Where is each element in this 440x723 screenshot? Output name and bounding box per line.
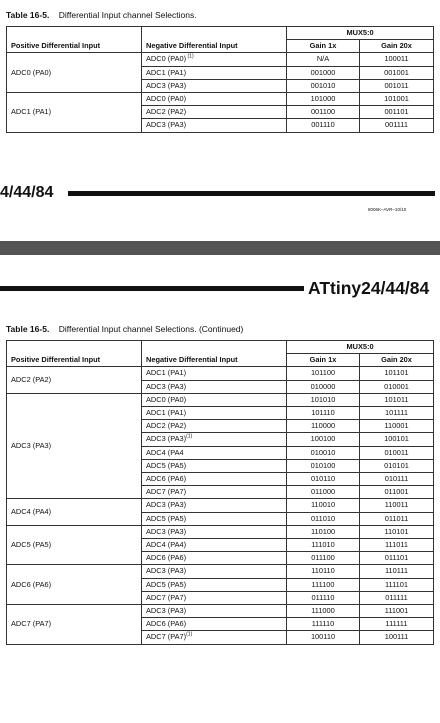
gain20x-cell: 001001 <box>360 66 434 79</box>
negative-input-cell <box>142 420 287 433</box>
table2-caption-label: Table 16-5. <box>6 324 50 334</box>
gain20x-cell: 101111 <box>360 407 434 420</box>
negative-input-cell <box>142 512 287 525</box>
negative-input-cell <box>142 552 287 565</box>
col-header-negative: Negative Differential Input <box>142 341 287 367</box>
gain20x-cell: 011101 <box>360 552 434 565</box>
col-header-negative: Negative Differential Input <box>142 27 287 53</box>
positive-input-cell: ADC3 (PA3) <box>7 393 142 499</box>
negative-input-text: ADC5 (PA5) <box>146 460 187 470</box>
gain1x-cell: 010100 <box>287 459 360 472</box>
gain1x-cell: 010110 <box>287 473 360 486</box>
negative-input-cell <box>142 393 287 406</box>
gain20x-cell: 010011 <box>360 446 434 459</box>
gain1x-cell: 010000 <box>287 380 360 393</box>
page-separator <box>0 241 440 255</box>
gain1x-cell: 101110 <box>287 407 360 420</box>
negative-input-text: ADC3 (PA3) <box>146 120 187 130</box>
negative-input-text: ADC1 (PA1) <box>146 67 187 77</box>
negative-input-text: ADC3 (PA3) <box>146 606 187 616</box>
table-row <box>7 565 434 578</box>
negative-input-text: ADC4 (PA4 <box>146 447 184 457</box>
negative-input-text: ADC3 (PA3) <box>146 434 187 444</box>
gain20x-cell: 111101 <box>360 578 434 591</box>
negative-input-cell <box>142 486 287 499</box>
gain20x-cell: 110001 <box>360 420 434 433</box>
negative-input-cell <box>142 93 287 106</box>
negative-input-text: ADC2 (PA2) <box>146 107 187 117</box>
gain1x-cell: 011110 <box>287 591 360 604</box>
negative-input-cell <box>142 605 287 618</box>
col-header-mux: MUX5:0 <box>287 27 434 40</box>
col-header-mux: MUX5:0 <box>287 341 434 354</box>
col-header-positive: Positive Differential Input <box>7 27 142 53</box>
negative-input-cell <box>142 433 287 446</box>
negative-input-text: ADC5 (PA5) <box>146 579 187 589</box>
gain1x-cell: 111000 <box>287 605 360 618</box>
gain20x-cell: 011001 <box>360 486 434 499</box>
negative-input-cell <box>142 618 287 631</box>
table-row <box>7 499 434 512</box>
table-row <box>7 525 434 538</box>
negative-input-cell <box>142 119 287 132</box>
gain20x-cell: 100101 <box>360 433 434 446</box>
negative-input-cell <box>142 66 287 79</box>
gain20x-cell: 001101 <box>360 106 434 119</box>
footnote-ref: (1) <box>186 53 194 60</box>
gain1x-cell: 110010 <box>287 499 360 512</box>
table2 <box>6 340 434 645</box>
negative-input-cell <box>142 79 287 92</box>
gain1x-cell: 111110 <box>287 618 360 631</box>
gain1x-cell: N/A <box>287 53 360 66</box>
negative-input-cell <box>142 446 287 459</box>
negative-input-cell <box>142 459 287 472</box>
gain20x-cell: 111011 <box>360 539 434 552</box>
negative-input-text: ADC1 (PA1) <box>146 368 187 378</box>
negative-input-text: ADC3 (PA3) <box>146 381 187 391</box>
negative-input-cell <box>142 407 287 420</box>
negative-input-text: ADC6 (PA6) <box>146 474 187 484</box>
gain20x-cell: 010001 <box>360 380 434 393</box>
negative-input-text: ADC0 (PA0) <box>146 94 187 104</box>
positive-input-cell: ADC6 (PA6) <box>7 565 142 605</box>
table1 <box>6 26 434 133</box>
negative-input-cell <box>142 367 287 380</box>
gain1x-cell: 101100 <box>287 367 360 380</box>
negative-input-cell <box>142 591 287 604</box>
negative-input-text: ADC3 (PA3) <box>146 566 187 576</box>
gain20x-cell: 011111 <box>360 591 434 604</box>
footnote-ref: (1) <box>186 433 193 440</box>
header-rule <box>0 286 304 291</box>
positive-input-cell: ADC2 (PA2) <box>7 367 142 393</box>
negative-input-text: ADC3 (PA3) <box>146 80 187 90</box>
gain1x-cell: 001010 <box>287 79 360 92</box>
negative-input-text: ADC6 (PA6) <box>146 553 187 563</box>
table-row <box>7 93 434 106</box>
gain1x-cell: 001000 <box>287 66 360 79</box>
negative-input-text: ADC3 (PA3) <box>146 526 187 536</box>
gain20x-cell: 001011 <box>360 79 434 92</box>
table1-caption-label: Table 16-5. <box>6 10 50 20</box>
gain1x-cell: 111100 <box>287 578 360 591</box>
negative-input-cell <box>142 578 287 591</box>
gain1x-cell: 100110 <box>287 631 360 644</box>
col-header-gain1x: Gain 1x <box>287 40 360 53</box>
table2-caption <box>6 324 243 334</box>
table-row <box>7 393 434 406</box>
positive-input-cell: ADC5 (PA5) <box>7 525 142 565</box>
gain20x-cell: 110011 <box>360 499 434 512</box>
gain20x-cell: 100111 <box>360 631 434 644</box>
positive-input-cell: ADC0 (PA0) <box>7 53 142 93</box>
gain20x-cell: 111111 <box>360 618 434 631</box>
gain1x-cell: 100100 <box>287 433 360 446</box>
gain20x-cell: 110111 <box>360 565 434 578</box>
gain1x-cell: 001110 <box>287 119 360 132</box>
gain20x-cell: 001111 <box>360 119 434 132</box>
col-header-gain20x: Gain 20x <box>360 40 434 53</box>
negative-input-text: ADC1 (PA1) <box>146 408 187 418</box>
negative-input-text: ADC4 (PA4) <box>146 540 187 550</box>
col-header-positive: Positive Differential Input <box>7 341 142 367</box>
footer-device-partial: 4/44/84 <box>0 184 54 201</box>
footnote-ref: (1) <box>186 632 193 638</box>
positive-input-cell: ADC7 (PA7) <box>7 605 142 645</box>
negative-input-text: ADC0 (PA0) <box>146 394 187 404</box>
gain1x-cell: 110100 <box>287 525 360 538</box>
negative-input-cell <box>142 499 287 512</box>
gain20x-cell: 100011 <box>360 53 434 66</box>
negative-input-cell <box>142 525 287 538</box>
positive-input-cell: ADC4 (PA4) <box>7 499 142 525</box>
table1-caption <box>6 10 197 20</box>
gain20x-cell: 011011 <box>360 512 434 525</box>
negative-input-text: ADC3 (PA3) <box>146 500 187 510</box>
footer-rule <box>68 191 435 196</box>
table-row <box>7 605 434 618</box>
negative-input-text: ADC6 (PA6) <box>146 619 187 629</box>
negative-input-cell <box>142 631 287 644</box>
negative-input-text: ADC7 (PA7) <box>146 632 187 642</box>
table-row <box>7 367 434 380</box>
col-header-gain20x: Gain 20x <box>360 354 434 367</box>
negative-input-cell <box>142 53 287 66</box>
gain1x-cell: 101010 <box>287 393 360 406</box>
positive-input-cell: ADC1 (PA1) <box>7 93 142 133</box>
table2-caption-text: Differential Input channel Selections. (Continued) <box>58 324 244 334</box>
gain20x-cell: 101011 <box>360 393 434 406</box>
negative-input-text: ADC7 (PA7) <box>146 592 187 602</box>
gain20x-cell: 010111 <box>360 473 434 486</box>
gain1x-cell: 011010 <box>287 512 360 525</box>
negative-input-cell <box>142 473 287 486</box>
negative-input-cell <box>142 106 287 119</box>
gain1x-cell: 111010 <box>287 539 360 552</box>
gain1x-cell: 010010 <box>287 446 360 459</box>
negative-input-text: ADC2 (PA2) <box>146 421 187 431</box>
header-device: ATtiny24/44/84 <box>308 278 430 298</box>
negative-input-cell <box>142 539 287 552</box>
gain20x-cell: 110101 <box>360 525 434 538</box>
gain1x-cell: 011000 <box>287 486 360 499</box>
gain20x-cell: 101001 <box>360 93 434 106</box>
gain1x-cell: 001100 <box>287 106 360 119</box>
gain1x-cell: 101000 <box>287 93 360 106</box>
negative-input-text: ADC0 (PA0) <box>146 54 187 64</box>
negative-input-text: ADC7 (PA7) <box>146 487 187 497</box>
negative-input-text: ADC5 (PA5) <box>146 513 187 523</box>
footer-docnum: 8006K–AVR–10/10 <box>368 207 407 212</box>
table-row <box>7 53 434 66</box>
gain20x-cell: 101101 <box>360 367 434 380</box>
table1-caption-text: Differential Input channel Selections. <box>58 10 197 20</box>
gain20x-cell: 010101 <box>360 459 434 472</box>
gain1x-cell: 110110 <box>287 565 360 578</box>
col-header-gain1x: Gain 1x <box>287 354 360 367</box>
gain1x-cell: 011100 <box>287 552 360 565</box>
negative-input-cell <box>142 380 287 393</box>
gain1x-cell: 110000 <box>287 420 360 433</box>
gain20x-cell: 111001 <box>360 605 434 618</box>
negative-input-cell <box>142 565 287 578</box>
